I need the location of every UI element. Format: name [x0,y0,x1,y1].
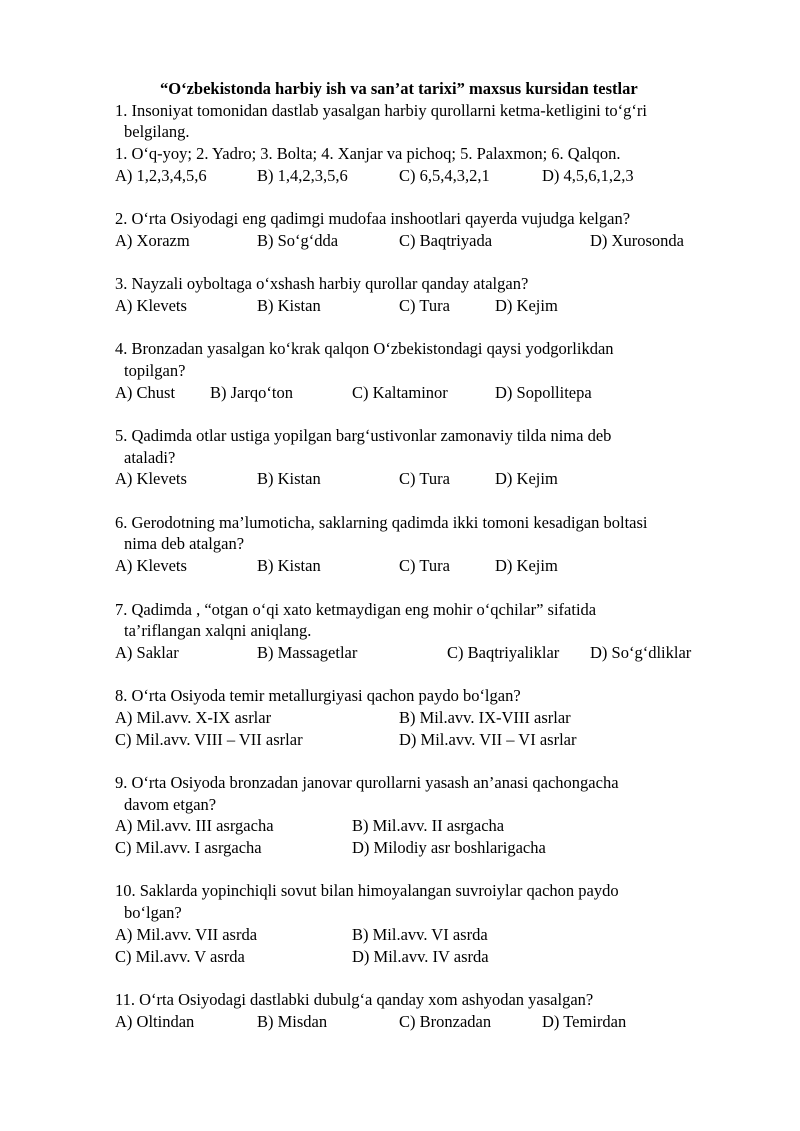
spacer [115,664,735,686]
option-c: C) Baqtriyaliklar [447,642,560,662]
option-c: C) Tura [399,295,450,315]
options-row [115,382,735,404]
option-b: B) Massagetlar [257,642,358,662]
option-b: B) So‘g‘dda [257,230,339,250]
question-8 [115,685,735,750]
option-d: D) Kejim [495,469,558,489]
question-text: 7. Qadimda , “otgan o‘qi xato ketmaydigan eng mohir o‘qchilar” sifatida [115,599,597,619]
question-text: 3. Nayzali oyboltaga o‘xshash harbiy qurollar qanday atalgan? [115,274,529,294]
option-b: B) Kistan [257,556,321,576]
options-row [115,165,735,187]
question-3 [115,273,735,316]
option-a: A) Chust [115,382,176,402]
question-1 [115,100,735,187]
options-row [115,642,735,664]
question-9 [115,772,735,859]
option-d: D) Milodiy asr boshlarigacha [352,838,546,858]
option-c: C) Mil.avv. I asrgacha [115,838,262,858]
options-row [115,707,735,729]
spacer [115,186,735,208]
question-text-continued: ataladi? [124,447,176,467]
option-a: A) Klevets [115,556,187,576]
question-text: 10. Saklarda yopinchiqli sovut bilan himoyalangan suvroiylar qachon paydo [115,881,619,901]
question-text-continued: davom etgan? [124,794,217,814]
document-title: “O‘zbekistonda harbiy ish va san’at tarixi” maxsus kursidan testlar [160,79,638,98]
option-a: A) Mil.avv. VII asrda [115,924,258,944]
option-a: A) Mil.avv. III asrgacha [115,816,274,836]
question-text: 9. O‘rta Osiyoda bronzadan janovar qurollarni yasash an’anasi qachongacha [115,773,619,792]
question-text: 5. Qadimda otlar ustiga yopilgan barg‘ustivonlar zamonaviy tilda nima deb [115,426,612,445]
option-c: C) Baqtriyada [399,230,493,250]
option-d: D) Mil.avv. VII – VI asrlar [399,729,577,749]
spacer [115,750,735,772]
options-row [115,924,735,946]
spacer [115,403,735,425]
option-b: B) Jarqo‘ton [210,382,293,402]
option-d: D) So‘g‘dliklar [590,642,692,662]
option-d: D) Xurosonda [590,230,684,250]
spacer [115,252,735,274]
options-row [115,295,735,317]
question-6 [115,512,735,577]
option-a: A) Xorazm [115,230,190,250]
option-b: B) Mil.avv. II asrgacha [352,816,505,836]
spacer [115,317,735,339]
spacer [115,967,735,989]
question-5 [115,425,735,490]
options-row [115,555,735,577]
question-7 [115,599,735,664]
option-d: D) 4,5,6,1,2,3 [542,165,634,185]
option-c: C) Mil.avv. VIII – VII asrlar [115,729,303,749]
option-a: A) Mil.avv. X-IX asrlar [115,707,272,727]
question-text: 6. Gerodotning ma’lumoticha, saklarning qadimda ikki tomoni kesadigan boltasi [115,512,648,532]
spacer [115,577,735,599]
option-b: B) Misdan [257,1011,328,1031]
question-text: 8. O‘rta Osiyoda temir metallurgiyasi qachon paydo bo‘lgan? [115,686,521,706]
question-text: 11. O‘rta Osiyodagi dastlabki dubulg‘a qanday xom ashyodan yasalgan? [115,989,594,1009]
options-row [115,729,735,751]
option-d: D) Kejim [495,556,558,576]
option-b: B) 1,4,2,3,5,6 [257,165,348,185]
spacer [115,490,735,512]
option-b: B) Mil.avv. VI asrda [352,924,488,944]
options-row [115,837,735,859]
option-a: A) Oltindan [115,1011,195,1031]
question-items-list: 1. O‘q-yoy; 2. Yadro; 3. Bolta; 4. Xanjar va pichoq; 5. Palaxmon; 6. Qalqon. [115,144,621,164]
option-b: B) Mil.avv. IX-VIII asrlar [399,707,571,727]
question-text-continued: nima deb atalgan? [124,534,245,554]
option-a: A) Klevets [115,295,187,315]
option-c: C) Bronzadan [399,1011,492,1031]
options-row [115,230,735,252]
option-b: B) Kistan [257,469,321,489]
options-row [115,946,735,968]
option-a: A) Klevets [115,469,187,489]
question-4 [115,338,735,403]
option-c: C) Kaltaminor [352,382,448,402]
question-text-continued: belgilang. [124,122,190,142]
option-c: C) Mil.avv. V asrda [115,946,245,966]
options-row [115,468,735,490]
option-c: C) Tura [399,556,450,576]
option-d: D) Sopollitepa [495,382,592,402]
question-text-continued: bo‘lgan? [124,903,182,923]
option-a: A) 1,2,3,4,5,6 [115,165,207,185]
option-d: D) Temirdan [542,1011,627,1031]
test-document [115,78,735,1032]
option-c: C) Tura [399,469,450,489]
question-11 [115,989,735,1032]
options-row [115,815,735,837]
option-b: B) Kistan [257,295,321,315]
question-10 [115,880,735,967]
question-text-continued: ta’riflangan xalqni aniqlang. [124,621,312,641]
question-text: 4. Bronzadan yasalgan ko‘krak qalqon O‘zbekistondagi qaysi yodgorlikdan [115,339,614,359]
question-text: 2. O‘rta Osiyodagi eng qadimgi mudofaa inshootlari qayerda vujudga kelgan? [115,209,631,229]
question-text-continued: topilgan? [124,360,186,380]
question-text: 1. Insoniyat tomonidan dastlab yasalgan harbiy qurollarni ketma-ketligini to‘g‘ri [115,100,647,120]
option-d: D) Mil.avv. IV asrda [352,946,489,966]
options-row [115,1011,735,1033]
question-2 [115,208,735,251]
option-a: A) Saklar [115,642,179,662]
option-d: D) Kejim [495,295,558,315]
option-c: C) 6,5,4,3,2,1 [399,165,490,185]
spacer [115,859,735,881]
